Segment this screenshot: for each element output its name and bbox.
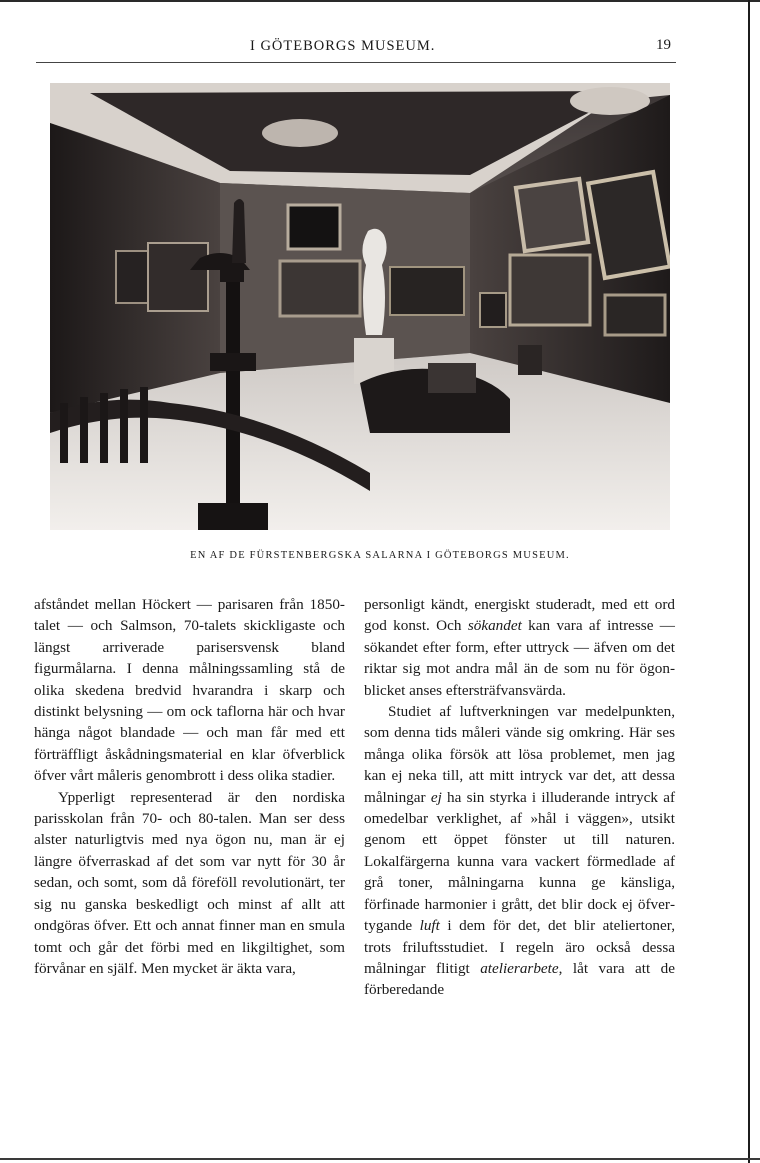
- paragraph: Ypperligt representerad är den nordiska parisskolan från 70- och 80-talen. Man ser dess alster naturligtvis med nya ögon nu, man är ej längre öfverraskad af det som var nytt för 30 år sedan, och somt, som då föreföll revolutionärt, ter sig nu ganska beskedligt och minst af allt att ondgöras öfver. Ett och annat finner man en smula tomt och går det förbi med en likgiltighet, som förvånar en själf. Men mycket är äkta vara,: [34, 788, 345, 977]
- running-title: I GÖTEBORGS MUSEUM.: [250, 38, 436, 54]
- paragraph: Studiet af luftverkningen var medelpunkten, som denna tids måleri vände sig omkring. Här ses många olika försök att lösa problemet, men jag kan ej neka till, att mitt intryck var det, att dessa målningar ej ha sin styrka i illuderande intryck af omedelbar verklighet, af »hål i väggen», utsikt genom ett öppet fönster ut till naturen. Lokalfärgerna kunna vara vackert förmedlade af grå toner, målningarna kunna ge känsliga, förfinade harmonier i grått, det blir dock ej öfvertygande luft i dem för det, det blir ateliertoner, trots friluftsstudiet. I regeln äro också dessa målningar flitigt atelierarbete, låt vara att de förberedande: [364, 703, 676, 999]
- gallery-photo-illustration: [50, 83, 670, 530]
- gallery-photograph: [50, 83, 670, 530]
- scan-edge-top: [0, 0, 760, 2]
- paragraph: afståndet mellan Höckert — parisaren från 1850-talet — och Salmson, 70-talets skickligaste och längst arriverade parisersvensk bland figurmålarna. I denna målningssamling stå de olika skedena bredvid hvarandra i skarp och distinkt belysning — om ock taflorna här och hvar hänga något blandade — och man får med ett förträffligt åskådningsmaterial en klar öfverblick öfver vårt måleris genombrott i dess olika stadier.: [34, 596, 345, 785]
- italic-word: luft: [419, 917, 440, 935]
- italic-word: ej: [430, 788, 442, 806]
- right-column: [364, 594, 675, 1001]
- paragraph: personligt kändt, energiskt studeradt, med ett ord god konst. Och sökandet kan vara af intresse — sökandet efter form, efter uttryck — äfven om det riktar sig mot andra mål än de som nu för ögonblicket anses eftersträfvansvärda.: [364, 596, 675, 699]
- header-rule: [36, 62, 676, 63]
- page-number: 19: [656, 37, 671, 53]
- scan-edge-bottom: [0, 1158, 760, 1160]
- left-column: [34, 594, 345, 979]
- italic-word: atelierarbete: [480, 959, 559, 977]
- figure-caption: EN AF DE FÜRSTENBERGSKA SALARNA I GÖTEBORGS MUSEUM.: [190, 550, 570, 561]
- italic-word: sökandet: [467, 617, 522, 635]
- scan-edge-right: [748, 0, 750, 1163]
